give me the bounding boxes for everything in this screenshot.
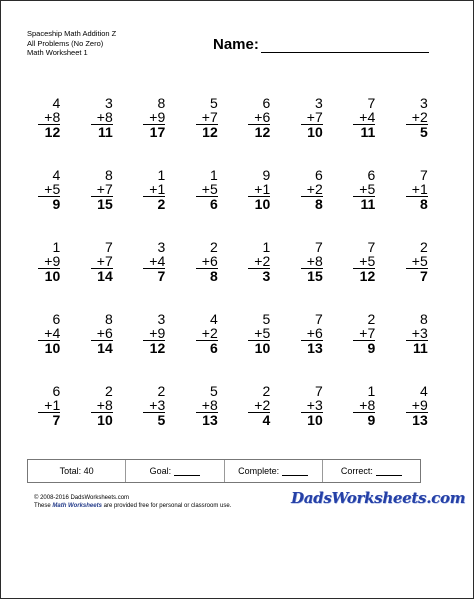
addend-bottom: +2 xyxy=(306,181,323,197)
answer: 13 xyxy=(406,412,428,427)
answer: 12 xyxy=(38,124,60,139)
problem xyxy=(233,240,286,312)
problem-row xyxy=(23,384,443,456)
addend-bottom: +6 xyxy=(254,109,271,125)
addend-bottom: +8 xyxy=(96,109,113,125)
problem xyxy=(76,96,129,168)
addend-top: 6 xyxy=(52,383,61,399)
complete-blank xyxy=(282,466,308,476)
answer: 11 xyxy=(406,340,428,355)
problem-stack xyxy=(196,240,218,312)
addend-top: 3 xyxy=(314,95,323,111)
worksheet-subtitle: All Problems (No Zero) xyxy=(27,38,104,48)
problem-stack xyxy=(38,168,60,240)
problem-stack xyxy=(353,240,375,312)
addend-top: 1 xyxy=(367,383,376,399)
addend-top: 9 xyxy=(262,167,271,183)
addend-bottom: +3 xyxy=(306,397,323,413)
problem xyxy=(391,240,444,312)
answer: 10 xyxy=(301,412,323,427)
addend-bottom: +6 xyxy=(96,325,113,341)
addend-top: 7 xyxy=(104,239,113,255)
correct-blank xyxy=(376,466,402,476)
addend-bottom: +7 xyxy=(96,181,113,197)
problem xyxy=(233,96,286,168)
addend-top: 1 xyxy=(262,239,271,255)
problem-stack xyxy=(38,96,60,168)
addend-top: 2 xyxy=(157,383,166,399)
addend-top: 2 xyxy=(419,239,428,255)
correct-label: Correct: xyxy=(340,466,373,476)
goal-cell xyxy=(126,460,224,482)
addend-bottom: +9 xyxy=(149,109,166,125)
name-line xyxy=(261,38,429,53)
addend-bottom: +5 xyxy=(254,325,271,341)
problem xyxy=(23,96,76,168)
answer: 8 xyxy=(301,196,323,211)
usage-line xyxy=(34,502,231,510)
problem xyxy=(286,312,339,384)
answer: 10 xyxy=(248,196,270,211)
score-table xyxy=(27,459,421,483)
answer: 10 xyxy=(91,412,113,427)
addend-top: 6 xyxy=(52,311,61,327)
problem xyxy=(233,168,286,240)
problem xyxy=(76,312,129,384)
answer: 6 xyxy=(196,196,218,211)
answer: 3 xyxy=(248,268,270,283)
addend-bottom: +8 xyxy=(96,397,113,413)
problem xyxy=(286,168,339,240)
addend-bottom: +1 xyxy=(254,181,271,197)
problem xyxy=(76,168,129,240)
problem-stack xyxy=(38,312,60,384)
problem-stack xyxy=(353,168,375,240)
problem-stack xyxy=(143,312,165,384)
problem xyxy=(181,384,234,456)
addend-bottom: +7 xyxy=(201,109,218,125)
answer: 10 xyxy=(301,124,323,139)
addend-bottom: +1 xyxy=(149,181,166,197)
problem-stack xyxy=(38,240,60,312)
problem-stack xyxy=(38,384,60,456)
problem-stack xyxy=(301,384,323,456)
answer: 10 xyxy=(38,268,60,283)
problem xyxy=(181,240,234,312)
addend-top: 8 xyxy=(104,311,113,327)
addend-bottom: +3 xyxy=(411,325,428,341)
addend-top: 3 xyxy=(104,95,113,111)
worksheet-title: Spaceship Math Addition Z xyxy=(27,29,117,38)
addend-top: 7 xyxy=(367,95,376,111)
answer: 7 xyxy=(38,412,60,427)
addend-top: 4 xyxy=(52,95,61,111)
problem-stack xyxy=(406,96,428,168)
addend-top: 2 xyxy=(262,383,271,399)
problem-stack xyxy=(406,312,428,384)
copyright-line: © 2008-2016 DadsWorksheets.com xyxy=(34,495,130,501)
problem-grid xyxy=(23,96,443,456)
problem-stack xyxy=(406,168,428,240)
problem xyxy=(391,96,444,168)
answer: 15 xyxy=(91,196,113,211)
addend-top: 7 xyxy=(314,311,323,327)
problem-stack xyxy=(143,168,165,240)
addend-bottom: +6 xyxy=(306,325,323,341)
name-label: Name: xyxy=(213,36,259,53)
goal-label: Goal: xyxy=(149,466,172,476)
problem-stack xyxy=(301,240,323,312)
addend-bottom: +2 xyxy=(254,397,271,413)
addend-top: 2 xyxy=(209,239,218,255)
answer: 12 xyxy=(353,268,375,283)
addend-bottom: +7 xyxy=(96,253,113,269)
addend-top: 2 xyxy=(104,383,113,399)
problem-row xyxy=(23,168,443,240)
addend-bottom: +5 xyxy=(359,253,376,269)
problem xyxy=(391,168,444,240)
answer: 4 xyxy=(248,412,270,427)
addend-bottom: +4 xyxy=(149,253,166,269)
problem-stack xyxy=(143,384,165,456)
answer: 11 xyxy=(353,196,375,211)
problem-stack xyxy=(248,240,270,312)
problem-stack xyxy=(301,312,323,384)
addend-bottom: +1 xyxy=(44,397,61,413)
problem xyxy=(23,168,76,240)
addend-bottom: +1 xyxy=(411,181,428,197)
addend-bottom: +9 xyxy=(411,397,428,413)
problem-stack xyxy=(301,96,323,168)
addend-top: 6 xyxy=(367,167,376,183)
problem-stack xyxy=(91,312,113,384)
problem-row xyxy=(23,96,443,168)
addend-top: 1 xyxy=(52,239,61,255)
addend-top: 4 xyxy=(52,167,61,183)
addend-bottom: +9 xyxy=(149,325,166,341)
problem-stack xyxy=(91,168,113,240)
addend-top: 1 xyxy=(209,167,218,183)
addend-top: 8 xyxy=(157,95,166,111)
usage-post: are provided free for personal or classroom use. xyxy=(103,503,232,509)
problem-row xyxy=(23,240,443,312)
total-label: Total: 40 xyxy=(59,466,94,476)
answer: 13 xyxy=(301,340,323,355)
dadsworksheets-logo: DadsWorksheets.com xyxy=(291,489,466,507)
math-worksheets-link[interactable]: Math Worksheets xyxy=(52,503,102,509)
problem xyxy=(76,240,129,312)
addend-top: 7 xyxy=(419,167,428,183)
answer: 13 xyxy=(196,412,218,427)
addend-top: 5 xyxy=(209,95,218,111)
answer: 14 xyxy=(91,340,113,355)
problem xyxy=(338,312,391,384)
answer: 7 xyxy=(143,268,165,283)
complete-label: Complete: xyxy=(238,466,280,476)
name-field xyxy=(213,37,429,53)
problem-stack xyxy=(406,384,428,456)
problem-stack xyxy=(143,240,165,312)
addend-bottom: +5 xyxy=(44,181,61,197)
addend-bottom: +2 xyxy=(254,253,271,269)
problem xyxy=(286,384,339,456)
problem xyxy=(128,384,181,456)
problem xyxy=(338,384,391,456)
problem xyxy=(338,168,391,240)
addend-bottom: +5 xyxy=(359,181,376,197)
problem-stack xyxy=(143,96,165,168)
problem-stack xyxy=(353,312,375,384)
addend-top: 4 xyxy=(209,311,218,327)
problem-stack xyxy=(196,312,218,384)
problem xyxy=(286,96,339,168)
answer: 17 xyxy=(143,124,165,139)
addend-top: 8 xyxy=(419,311,428,327)
complete-cell xyxy=(225,460,323,482)
problem xyxy=(338,96,391,168)
problem-stack xyxy=(196,96,218,168)
addend-top: 8 xyxy=(104,167,113,183)
addend-bottom: +5 xyxy=(201,181,218,197)
addend-bottom: +4 xyxy=(44,325,61,341)
answer: 11 xyxy=(353,124,375,139)
answer: 6 xyxy=(196,340,218,355)
addend-top: 6 xyxy=(314,167,323,183)
problem-stack xyxy=(248,384,270,456)
problem-stack xyxy=(196,168,218,240)
answer: 10 xyxy=(248,340,270,355)
problem xyxy=(128,312,181,384)
copyright-notice xyxy=(34,494,231,510)
problem xyxy=(23,384,76,456)
problem xyxy=(128,96,181,168)
addend-bottom: +8 xyxy=(44,109,61,125)
problem-row xyxy=(23,312,443,384)
addend-top: 4 xyxy=(419,383,428,399)
problem-stack xyxy=(248,96,270,168)
addend-top: 7 xyxy=(367,239,376,255)
problem xyxy=(76,384,129,456)
problem-stack xyxy=(196,384,218,456)
addend-bottom: +3 xyxy=(149,397,166,413)
problem-stack xyxy=(91,96,113,168)
worksheet-header xyxy=(27,29,116,58)
problem xyxy=(391,312,444,384)
addend-top: 2 xyxy=(367,311,376,327)
addend-bottom: +2 xyxy=(201,325,218,341)
problem xyxy=(23,240,76,312)
addend-top: 3 xyxy=(419,95,428,111)
addend-top: 5 xyxy=(209,383,218,399)
answer: 8 xyxy=(406,196,428,211)
answer: 2 xyxy=(143,196,165,211)
problem-stack xyxy=(353,384,375,456)
addend-bottom: +8 xyxy=(306,253,323,269)
addend-top: 3 xyxy=(157,239,166,255)
usage-pre: These xyxy=(34,503,51,509)
correct-cell xyxy=(323,460,420,482)
problem xyxy=(128,168,181,240)
answer: 5 xyxy=(406,124,428,139)
addend-bottom: +7 xyxy=(359,325,376,341)
problem-stack xyxy=(248,312,270,384)
problem xyxy=(391,384,444,456)
answer: 7 xyxy=(406,268,428,283)
problem xyxy=(286,240,339,312)
answer: 14 xyxy=(91,268,113,283)
addend-top: 7 xyxy=(314,383,323,399)
problem xyxy=(128,240,181,312)
problem xyxy=(181,96,234,168)
problem xyxy=(233,312,286,384)
total-cell xyxy=(28,460,126,482)
addend-bottom: +5 xyxy=(411,253,428,269)
problem-stack xyxy=(91,240,113,312)
answer: 15 xyxy=(301,268,323,283)
problem-stack xyxy=(248,168,270,240)
problem-stack xyxy=(406,240,428,312)
addend-top: 7 xyxy=(314,239,323,255)
answer: 12 xyxy=(196,124,218,139)
answer: 10 xyxy=(38,340,60,355)
addend-top: 5 xyxy=(262,311,271,327)
addend-bottom: +4 xyxy=(359,109,376,125)
addend-top: 3 xyxy=(157,311,166,327)
addend-bottom: +6 xyxy=(201,253,218,269)
addend-bottom: +7 xyxy=(306,109,323,125)
problem xyxy=(233,384,286,456)
addend-top: 1 xyxy=(157,167,166,183)
problem xyxy=(23,312,76,384)
problem xyxy=(338,240,391,312)
addend-bottom: +8 xyxy=(359,397,376,413)
addend-bottom: +8 xyxy=(201,397,218,413)
goal-blank xyxy=(174,466,200,476)
addend-bottom: +2 xyxy=(411,109,428,125)
problem-stack xyxy=(91,384,113,456)
problem xyxy=(181,312,234,384)
problem-stack xyxy=(301,168,323,240)
worksheet-number: Math Worksheet 1 xyxy=(27,48,88,57)
answer: 9 xyxy=(353,412,375,427)
answer: 9 xyxy=(38,196,60,211)
answer: 5 xyxy=(143,412,165,427)
addend-top: 6 xyxy=(262,95,271,111)
answer: 12 xyxy=(143,340,165,355)
answer: 12 xyxy=(248,124,270,139)
answer: 8 xyxy=(196,268,218,283)
answer: 11 xyxy=(91,124,113,139)
addend-bottom: +9 xyxy=(44,253,61,269)
answer: 9 xyxy=(353,340,375,355)
problem xyxy=(181,168,234,240)
problem-stack xyxy=(353,96,375,168)
